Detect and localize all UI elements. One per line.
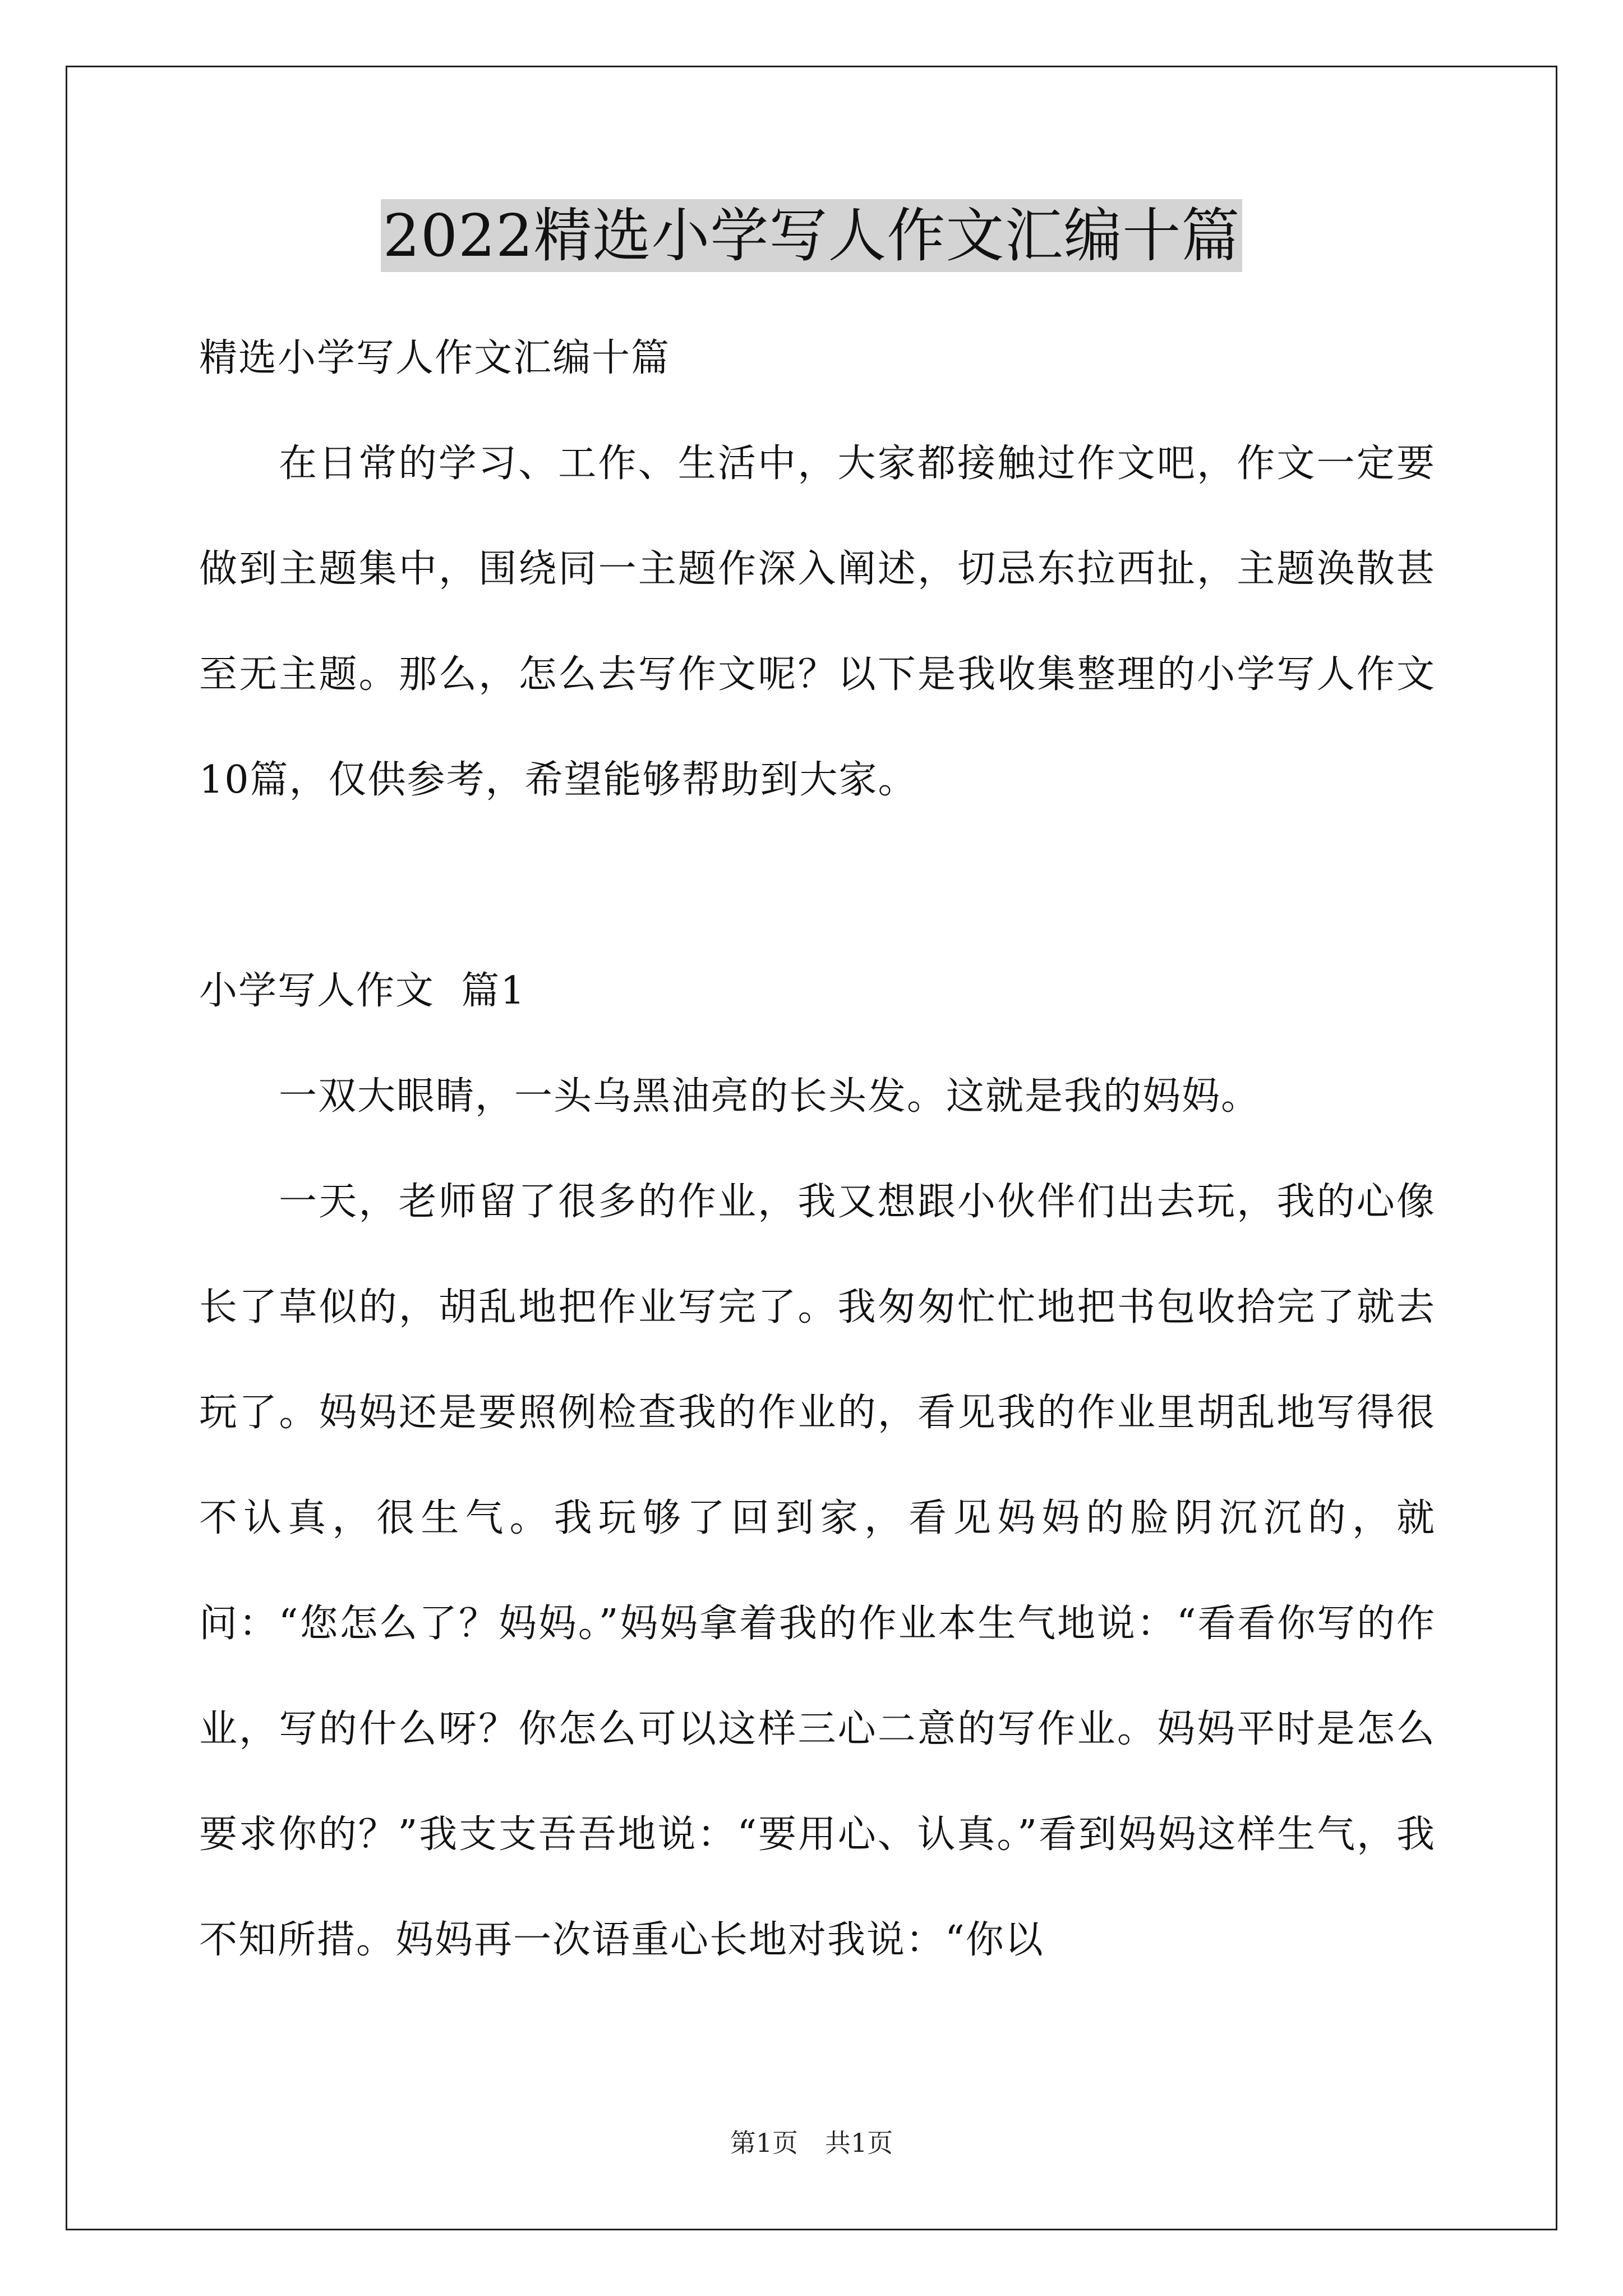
section-paragraph-1: 一双大眼睛，一头乌黑油亮的长头发。这就是我的妈妈。 (279, 1074, 1261, 1119)
document-body (199, 306, 1436, 1993)
section-paragraph-2: 一天，老师留了很多的作业，我又想跟小伙伴们出去玩，我的心像长了草似的，胡乱地把作业写完了。我匆匆忙忙地把书包收拾完了就去玩了。妈妈还是要照例检查我的作业的，看见我的作业里胡乱地写得很不认真，很生气。我玩够了回到家，看见妈妈的脸阴沉沉的，就问：“您怎么了？妈妈。”妈妈拿着我的作业本生气地说：“看看你写的作业，写的什么呀？你怎么可以这样三心二意的写作业。妈妈平时是怎么要求你的？”我支支吾吾地说：“要用心、认真。”看到妈妈这样生气，我不知所措。妈妈再一次语重心长地对我说：“你以 (199, 1180, 1436, 1962)
page-number-current: 第1页 (730, 2128, 798, 2158)
section-heading: 小学写人作文 篇1 (199, 969, 526, 1013)
document-subtitle: 精选小学写人作文汇编十篇 (199, 336, 671, 380)
document-title: 2022精选小学写人作文汇编十篇 (381, 199, 1243, 272)
section-spacer (199, 833, 1436, 938)
title-container (0, 199, 1623, 272)
intro-paragraph: 在日常的学习、工作、生活中，大家都接触过作文吧，作文一定要做到主题集中，围绕同一主题作深入阐述，切忌东拉西扯，主题涣散甚至无主题。那么，怎么去写作文呢？以下是我收集整理的小学写人作文10篇，仅供参考，希望能够帮助到大家。 (199, 441, 1436, 802)
page-number-total: 共1页 (825, 2128, 893, 2158)
page-footer (0, 2126, 1623, 2160)
